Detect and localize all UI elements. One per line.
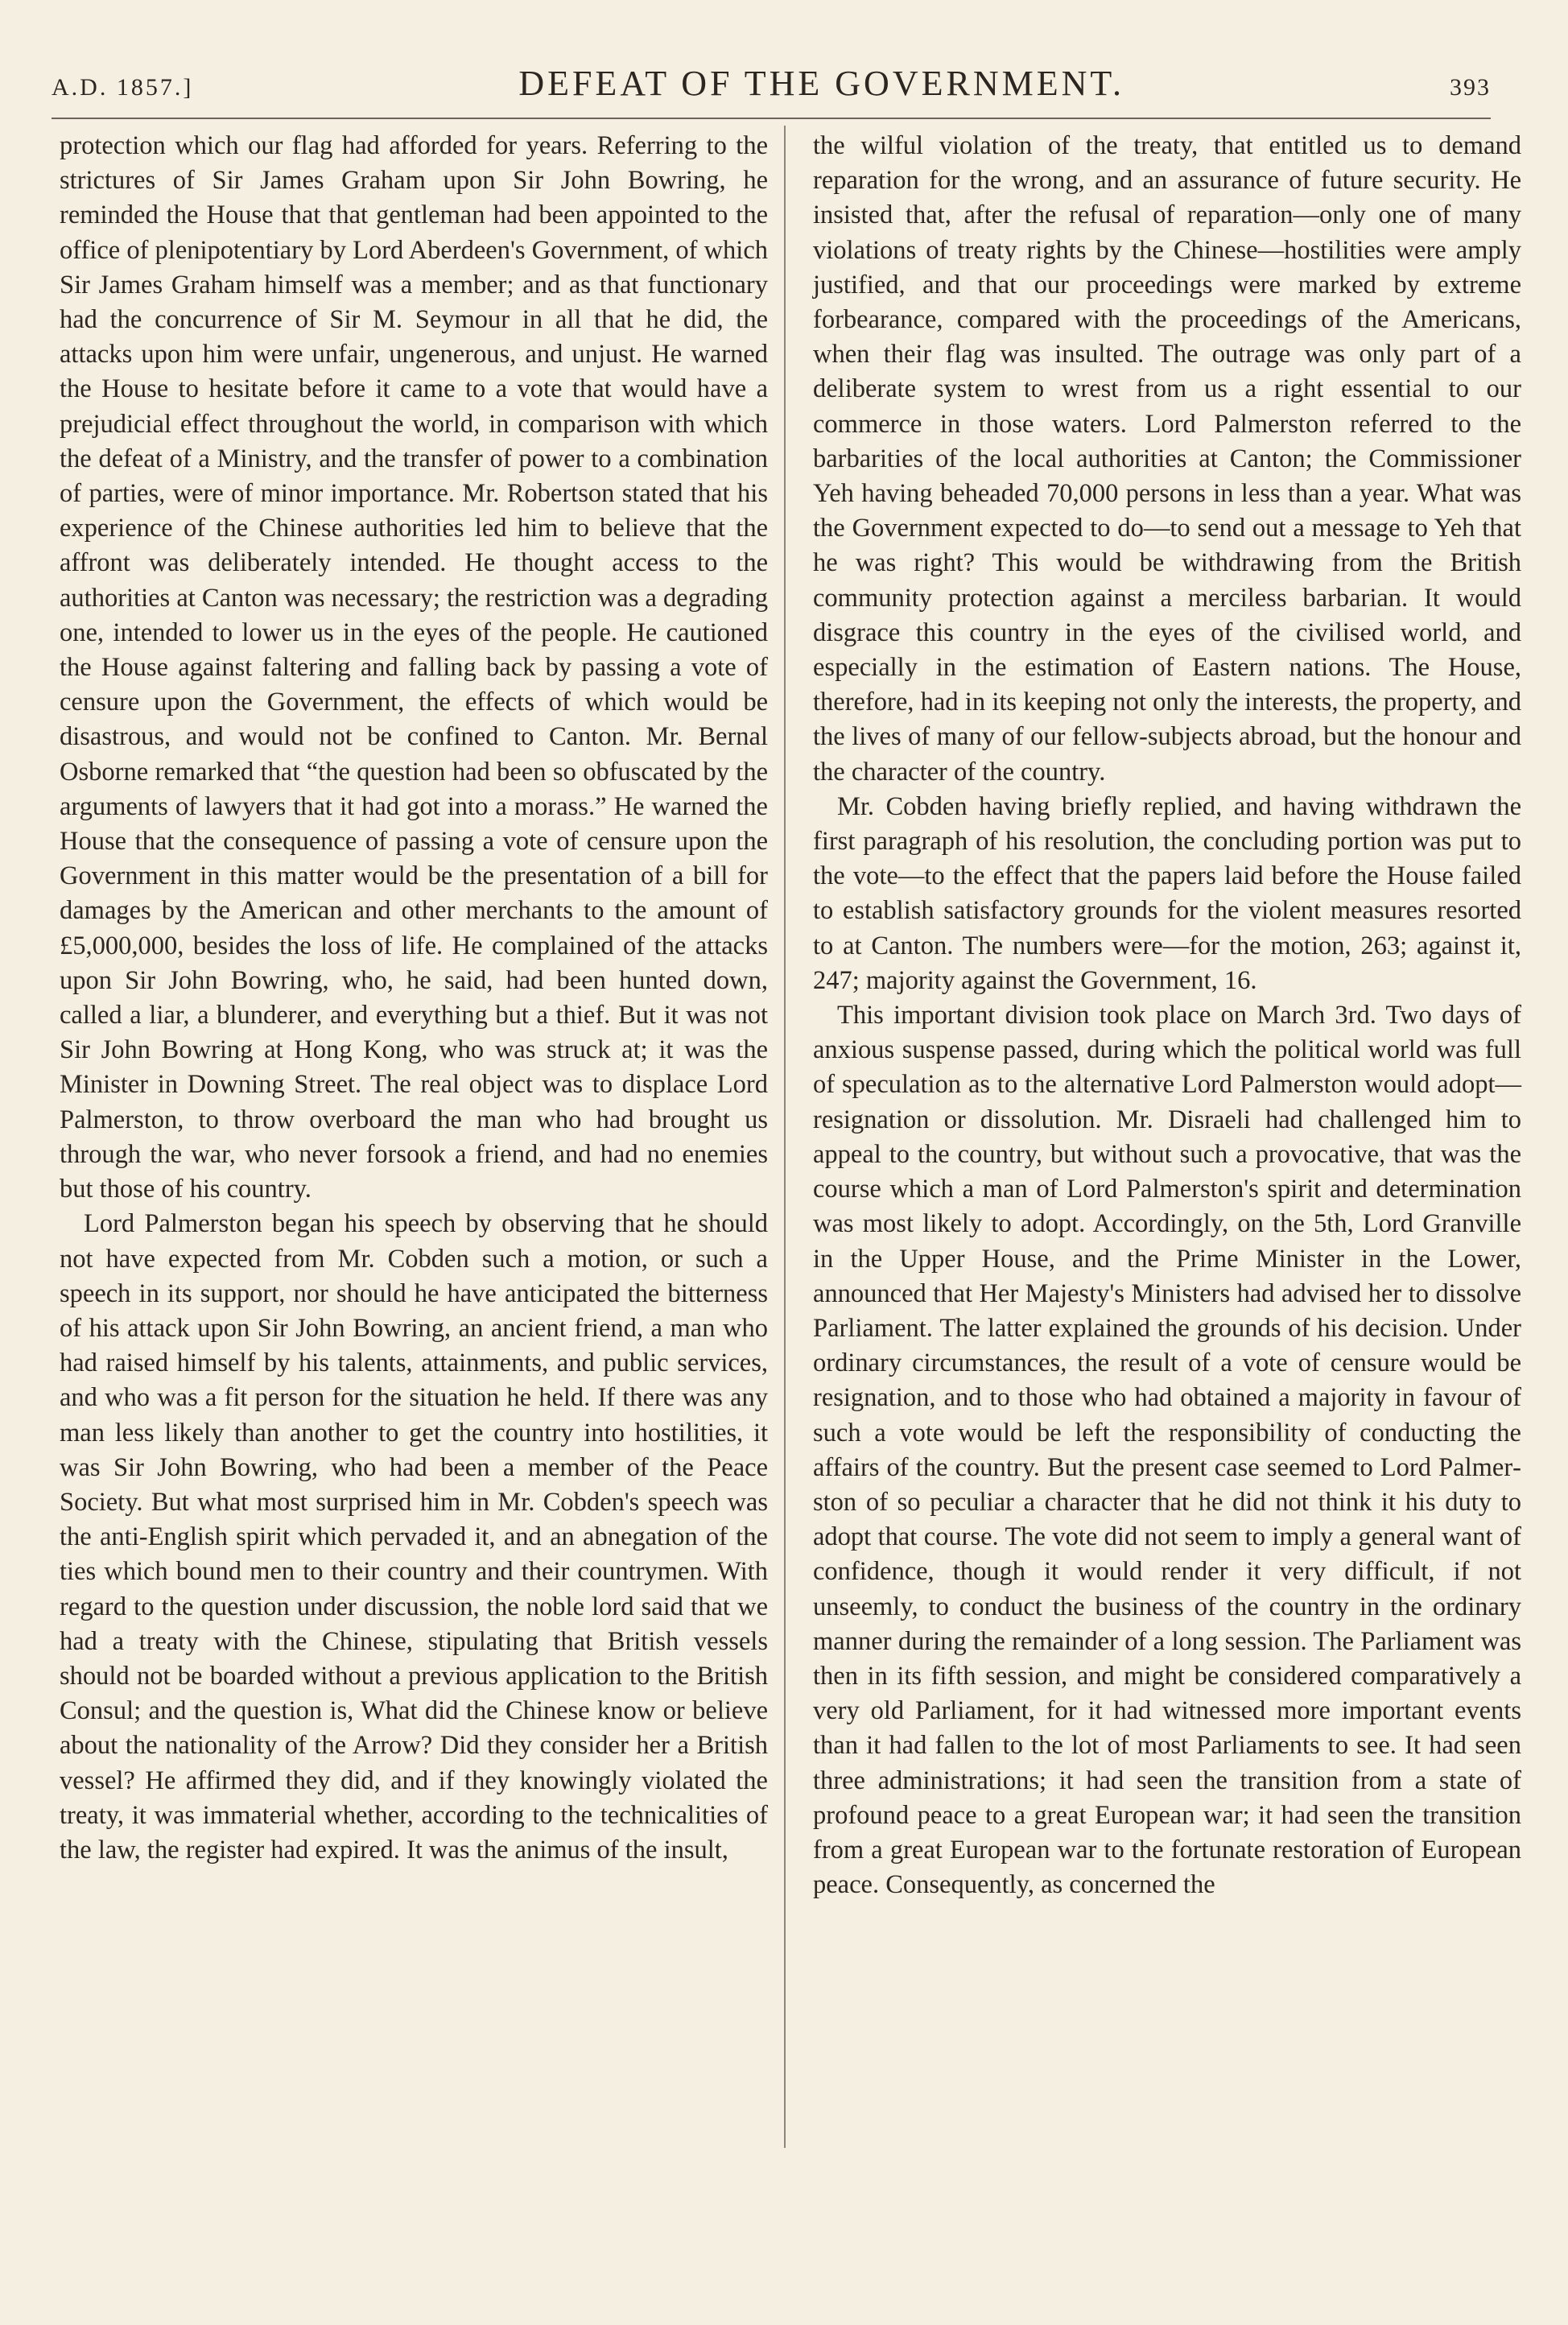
right-paragraph-3: This important division took place on March 3rd. Two days of anxious suspense passed, during which the political world was full of speculation as to the alternative Lord Palmerston would adopt—resignation or dissolution. Mr. Disraeli had challenged him to appeal to the country, but without such a provocative, that was the course which a man of Lord Palmerston's spirit and determination was most likely to adopt. Accordingly, on the 5th, Lord Granville in the Upper House, and the Prime Minister in the Lower, announced that Her Majesty's Ministers had advised her to dissolve Parliament. The latter explained the grounds of his decision. Under ordinary circumstances, the result of a vote of censure would be resignation, and to those who had obtained a majority in favour of such a vote would be left the responsibility of conducting the affairs of the country. But the present case seemed to Lord Palmerston of so peculiar a character that he did not think it his duty to adopt that course. The vote did not seem to imply a general want of confidence, though it would render it very difficult, if not unseemly, to conduct the business of the country in the ordinary manner during the remainder of a long session. The Parliament was then in its fifth session, and might be considered comparatively a very old Parliament, for it had witnessed more important events than it had fallen to the lot of most Parliaments to see. It had seen three administrations; it had seen the transition from a state of profound peace to a great European war; it had seen the transition from a great European war to the fortunate restoration of European peace. Consequently, as concerned the xyxy=(813,1001,1521,1900)
running-header xyxy=(52,63,1491,108)
column-divider xyxy=(784,126,786,2148)
left-paragraph-1: protection which our flag had afforded for years. Referring to the strictures of Sir James Graham upon Sir John Bowring, he reminded the House that that gentleman had been appointed to the office of plenipotentiary by Lord Aberdeen's Government, of which Sir James Graham himself was a member; and as that functionary had the concurrence of Sir M. Seymour in all that he did, the attacks upon him were unfair, ungenerous, and unjust. He warned the House to hesitate before it came to a vote that would have a prejudicial effect throughout the world, in comparison with which the defeat of a Ministry, and the transfer of power to a combination of parties, were of minor importance. Mr. Robertson stated that his experience of the Chinese authorities led him to believe that the affront was deliberately intended. He thought access to the authorities at Canton was necessary; the restriction was a degrading one, intended to lower us in the eyes of the people. He cautioned the House against faltering and falling back by passing a vote of censure upon the Government, the effects of which would be disastrous, and would not be confined to Canton. Mr. Bernal Osborne remarked that “the question had been so obfuscated by the arguments of lawyers that it had got into a morass.” He warned the House that the consequence of passing a vote of censure upon the Government in this matter would be the presentation of a bill for damages by the American and other merchants to the amount of £5,000,000, besides the loss of life. He complained of the attacks upon Sir John Bowring, who, he said, had been hunted down, called a liar, a blunderer, and everything but a thief. But it was not Sir John Bowring at Hong Kong, who was struck at; it was the Minister in Downing Street. The real object was to displace Lord Palmerston, to throw overboard the man who had brought us through the war, who never forsook a friend, and had no enemies but those of his country. xyxy=(60,131,768,1204)
header-date: A.D. 1857.] xyxy=(52,74,194,101)
header-title: DEFEAT OF THE GOVERNMENT. xyxy=(518,64,1124,103)
left-paragraph-2: Lord Palmerston began his speech by observing that he should not have expected from Mr. Cobden such a motion, or such a speech in its support, nor should he have anticipated the bitterness of his attack upon Sir John Bowring, an ancient friend, a man who had raised himself by his talents, attainments, and public services, and who was a fit person for the situation he held. If there was any man less likely than another to get the country into hostilities, it was Sir John Bowring, who had been a member of the Peace Society. But what most surprised him in Mr. Cobden's speech was the anti-English spirit which pervaded it, and an abnegation of the ties which bound men to their country and their countrymen. With regard to the question under discussion, the noble lord said that we had a treaty with the Chinese, stipulating that British vessels should not be boarded without a previous application to the British Consul; and the question is, What did the Chinese know or believe about the nationality of the Arrow? Did they consider her a British vessel? He affirmed they did, and if they knowingly violated the treaty, it was immaterial whether, according to the technicalities of the law, the register had expired. It was the animus of the insult, xyxy=(60,1209,768,1865)
header-rule xyxy=(52,118,1491,119)
page-number: 393 xyxy=(1449,74,1491,101)
right-paragraph-2: Mr. Cobden having briefly replied, and having withdrawn the first paragraph of his resolution, the concluding portion was put to the vote—to the effect that the papers laid before the House failed to establish satisfactory grounds for the violent measures resorted to at Canton. The numbers were—for the motion, 263; against it, 247; majority against the Government, 16. xyxy=(813,791,1521,995)
right-column xyxy=(813,129,1521,1902)
right-paragraph-1: the wilful violation of the treaty, that entitled us to demand reparation for the wrong, and an assurance of future security. He insisted that, after the refusal of reparation—only one of many violations of treaty rights by the Chinese—hostilities were amply justified, and that our proceedings were marked by extreme forbearance, compared with the proceedings of the Americans, when their flag was insulted. The outrage was only part of a deliberate system to wrest from us a right essential to our commerce in those waters. Lord Palmerston referred to the barbarities of the local authorities at Canton; the Commissioner Yeh having beheaded 70,000 persons in less than a year. What was the Government expected to do—to send out a message to Yeh that he was right? This would be withdrawing from the British community protection against a merciless barbarian. It would disgrace this country in the eyes of the civilised world, and especially in the estimation of Eastern nations. The House, therefore, had in its keeping not only the interests, the property, and the lives of many of our fellow-subjects abroad, but the honour and the character of the country. xyxy=(813,131,1521,787)
left-column xyxy=(60,129,768,1868)
